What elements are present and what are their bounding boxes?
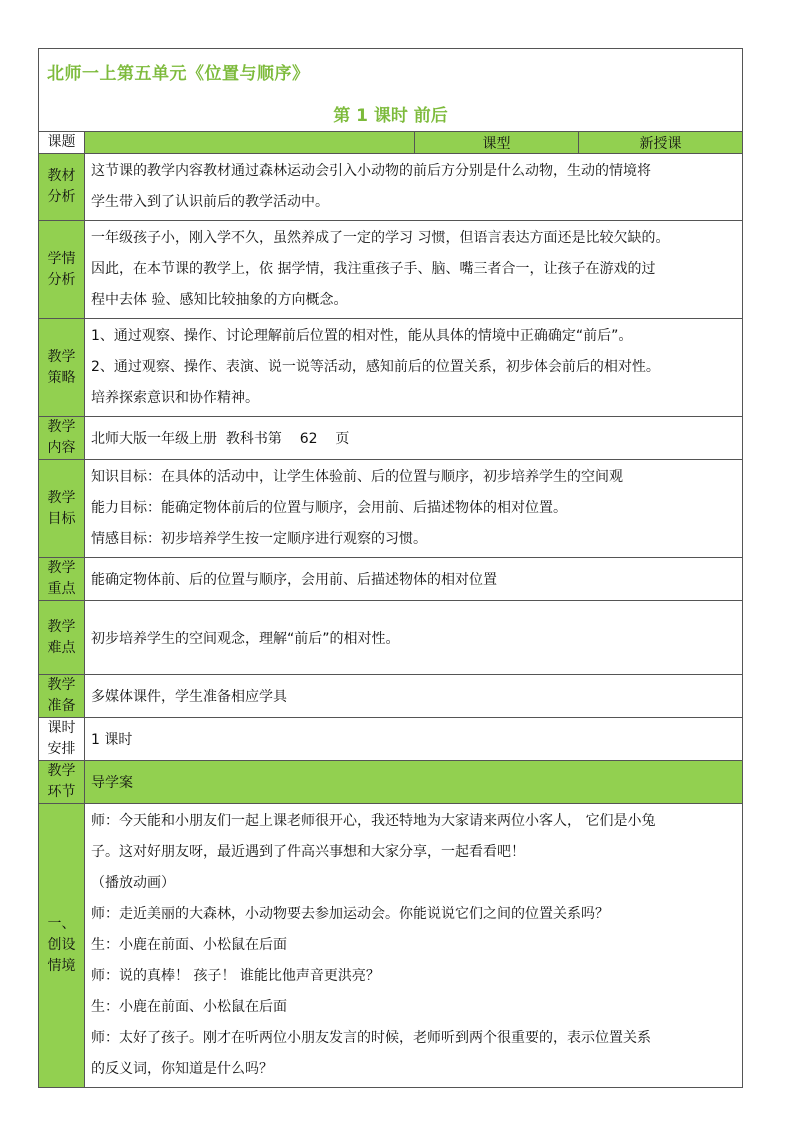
learner-text: 一年级孩子小，刚入学不久，虽然养成了一定的学习 习惯，但语言表达方面还是比较欠缺的。 因此，在本节课的教学上，依 据学情，我注重孩子手、脑、嘴三者合一，让孩子在游戏的过 程中去体 验、感知比较抽象的方向概念。: [85, 221, 743, 319]
learner-label: 学情 分析: [39, 221, 85, 319]
topic-value: [85, 132, 415, 154]
preparation-label: 教学 准备: [39, 675, 85, 718]
stage-label: 教学 环节: [39, 761, 85, 804]
type-label: 课型: [415, 132, 579, 154]
material-row: [39, 154, 743, 221]
key-points-text: 能确定物体前、后的位置与顺序，会用前、后描述物体的相对位置: [85, 558, 743, 601]
strategy-text: 1、通过观察、操作、讨论理解前后位置的相对性，能从具体的情境中正确确定“前后”。 2、通过观察、操作、表演、说一说等活动，感知前后的位置关系，初步体会前后的相对性。 培养探索意识和协作精神。: [85, 319, 743, 417]
content-row: [39, 417, 743, 460]
lesson-plan-table: [38, 48, 743, 1088]
doc-title: 北师一上第五单元《位置与顺序》: [47, 64, 310, 84]
schedule-row: [39, 718, 743, 761]
header-cell: [39, 49, 743, 132]
stage-row: [39, 761, 743, 804]
goals-text: 知识目标：在具体的活动中，让学生体验前、后的位置与顺序，初步培养学生的空间观 能力目标：能确定物体前后的位置与顺序，会用前、后描述物体的相对位置。 情感目标：初步培养学生按一定顺序进行观察的习惯。: [85, 460, 743, 558]
difficulties-label: 教学 难点: [39, 601, 85, 675]
goals-row: [39, 460, 743, 558]
difficulties-row: [39, 601, 743, 675]
learner-row: [39, 221, 743, 319]
preparation-text: 多媒体课件，学生准备相应学具: [85, 675, 743, 718]
key-points-row: [39, 558, 743, 601]
topic-label: 课题: [39, 132, 85, 154]
strategy-label: 教学 策略: [39, 319, 85, 417]
scenario-label: 一、 创设 情境: [39, 804, 85, 1088]
preparation-row: [39, 675, 743, 718]
lesson-title: 第 1 课时 前后: [333, 106, 448, 126]
lesson-plan-sheet: [38, 48, 742, 1088]
type-value: 新授课: [579, 132, 743, 154]
strategy-row: [39, 319, 743, 417]
key-points-label: 教学 重点: [39, 558, 85, 601]
content-label: 教学 内容: [39, 417, 85, 460]
topic-row: [39, 132, 743, 154]
schedule-text: 1 课时: [85, 718, 743, 761]
scenario-text: 师：今天能和小朋友们一起上课老师很开心，我还特地为大家请来两位小客人， 它们是小兔 子。这对好朋友呀，最近遇到了件高兴事想和大家分享，一起看看吧！ （播放动画） 师：走近美丽的大森林，小动物要去参加运动会。你能说说它们之间的位置关系吗？ 生：小鹿在前面、小松鼠在后面 师：说的真棒！ 孩子！ 谁能比他声音更洪亮？ 生：小鹿在前面、小松鼠在后面 师：太好了孩子。刚才在听两位小朋友发言的时候，老师听到两个很重要的，表示位置关系 的反义词，你知道是什么吗？: [85, 804, 743, 1088]
material-text: 这节课的教学内容教材通过森林运动会引入小动物的前后方分别是什么动物，生动的情境将 学生带入到了认识前后的教学活动中。: [85, 154, 743, 221]
scenario-row: [39, 804, 743, 1088]
material-label: 教材 分析: [39, 154, 85, 221]
difficulties-text: 初步培养学生的空间观念，理解“前后”的相对性。: [85, 601, 743, 675]
content-text: 北师大版一年级上册 教科书第 62 页: [85, 417, 743, 460]
schedule-label: 课时 安排: [39, 718, 85, 761]
goals-label: 教学 目标: [39, 460, 85, 558]
stage-text: 导学案: [85, 761, 743, 804]
